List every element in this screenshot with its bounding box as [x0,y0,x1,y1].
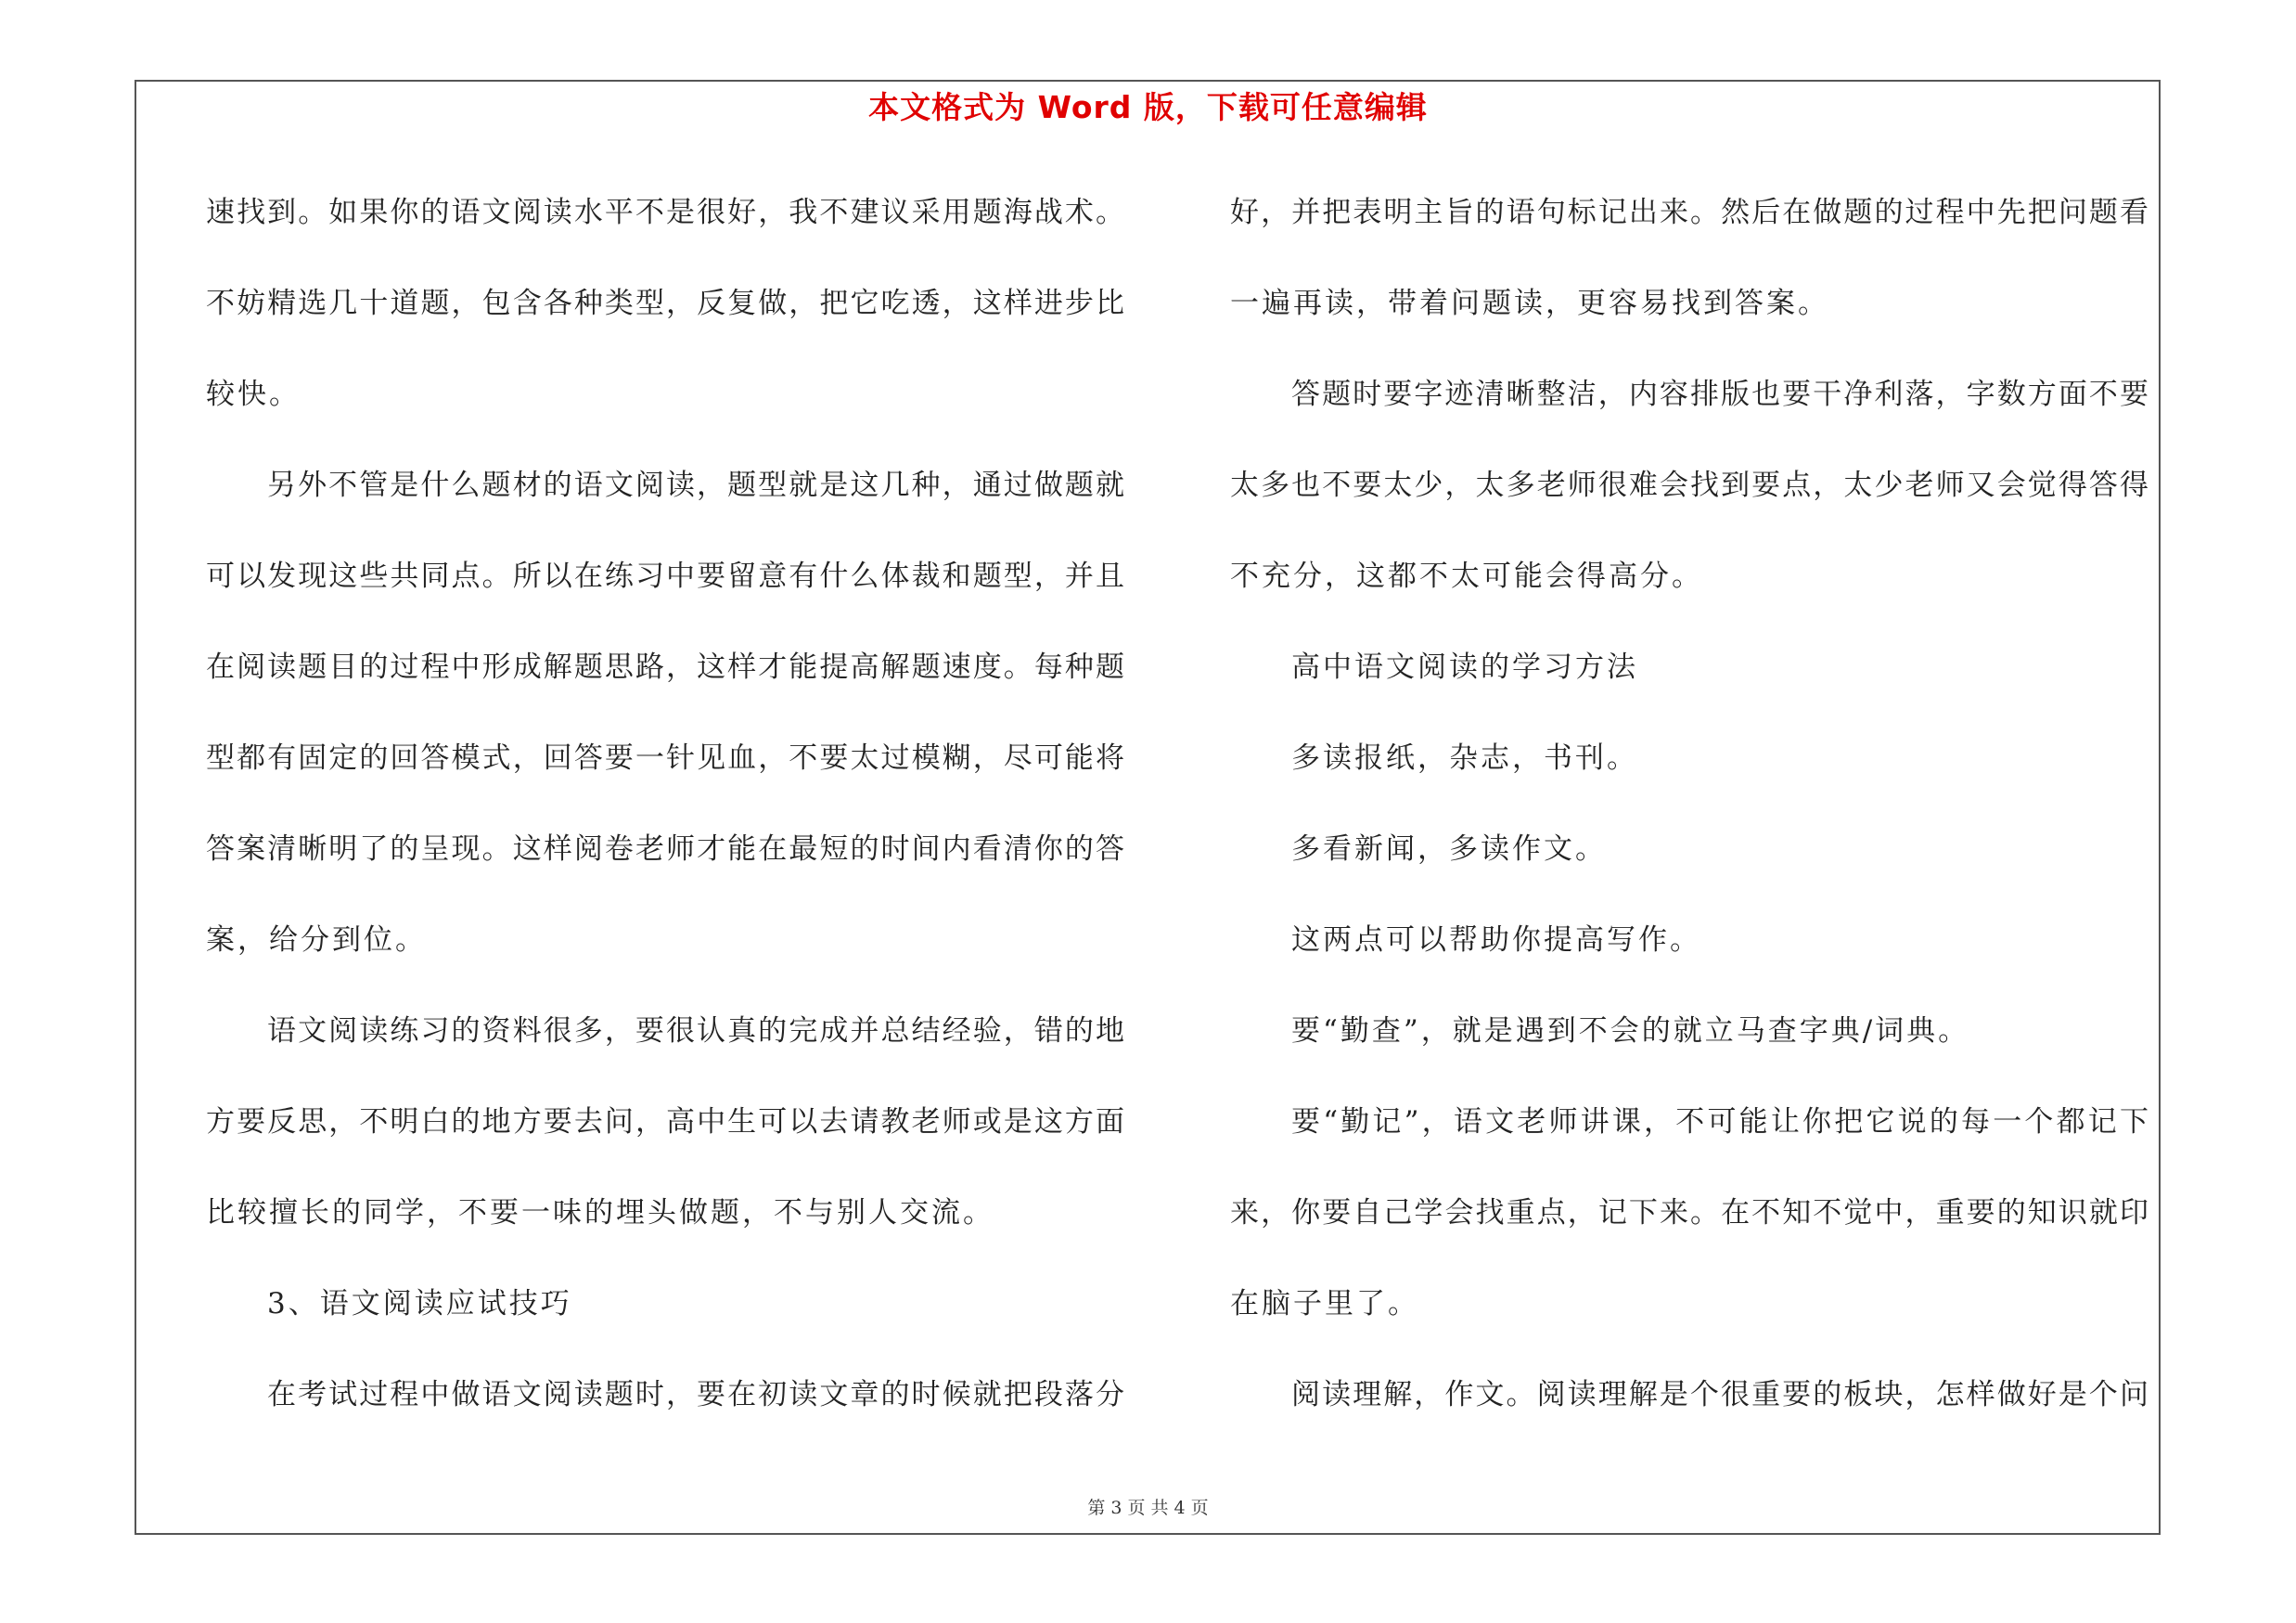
text-line: 速找到。如果你的语文阅读水平不是很好，我不建议采用题海战术。 [206,196,1124,229]
page-number-footer: 第 3 页 共 4 页 [1087,1498,1209,1518]
text-line: 可以发现这些共同点。所以在练习中要留意有什么体裁和题型，并且 [206,560,1124,593]
text-line: 不妨精选几十道题，包含各种类型，反复做，把它吃透，这样进步比 [206,287,1124,320]
text-line: 答案清晰明了的呈现。这样阅卷老师才能在最短的时间内看清你的答 [206,832,1124,866]
text-line: 好，并把表明主旨的语句标记出来。然后在做题的过程中先把问题看 [1230,196,2148,229]
text-line: 多读报纸，杂志，书刊。 [1291,741,1638,775]
text-line: 型都有固定的回答模式，回答要一针见血，不要太过模糊，尽可能将 [206,741,1124,775]
text-line: 另外不管是什么题材的语文阅读，题型就是这几种，通过做题就 [267,469,1124,502]
text-line: 要“勤记”，语文老师讲课，不可能让你把它说的每一个都记下 [1291,1105,2148,1139]
text-line: 较快。 [206,378,301,411]
text-line: 要“勤查”，就是遇到不会的就立马查字典/词典。 [1291,1014,1970,1048]
word-format-banner: 本文格式为 Word 版，下载可任意编辑 [868,89,1428,125]
text-line: 阅读理解，作文。阅读理解是个很重要的板块，怎样做好是个问 [1291,1378,2148,1411]
text-line: 一遍再读，带着问题读，更容易找到答案。 [1230,287,1829,320]
text-line: 多看新闻，多读作文。 [1291,832,1607,866]
text-line: 这两点可以帮助你提高写作。 [1291,923,1701,957]
text-line: 不充分，这都不太可能会得高分。 [1230,560,1703,593]
text-line: 高中语文阅读的学习方法 [1291,650,1638,684]
text-line: 来，你要自己学会找重点，记下来。在不知不觉中，重要的知识就印 [1230,1196,2148,1230]
text-line: 太多也不要太少，太多老师很难会找到要点，太少老师又会觉得答得 [1230,469,2148,502]
text-line: 语文阅读练习的资料很多，要很认真的完成并总结经验，错的地 [267,1014,1124,1048]
text-line: 答题时要字迹清晰整洁，内容排版也要干净利落，字数方面不要 [1291,378,2148,411]
text-line: 比较擅长的同学，不要一味的埋头做题，不与别人交流。 [206,1196,994,1230]
text-line: 案，给分到位。 [206,923,427,957]
text-line: 3、语文阅读应试技巧 [267,1287,572,1320]
text-line: 在考试过程中做语文阅读题时，要在初读文章的时候就把段落分 [267,1378,1124,1411]
text-line: 在阅读题目的过程中形成解题思路，这样才能提高解题速度。每种题 [206,650,1124,684]
text-line: 方要反思，不明白的地方要去问，高中生可以去请教老师或是这方面 [206,1105,1124,1139]
left-text-column [206,182,1124,1455]
right-text-column [1230,182,2148,1455]
text-line: 在脑子里了。 [1230,1287,1419,1320]
